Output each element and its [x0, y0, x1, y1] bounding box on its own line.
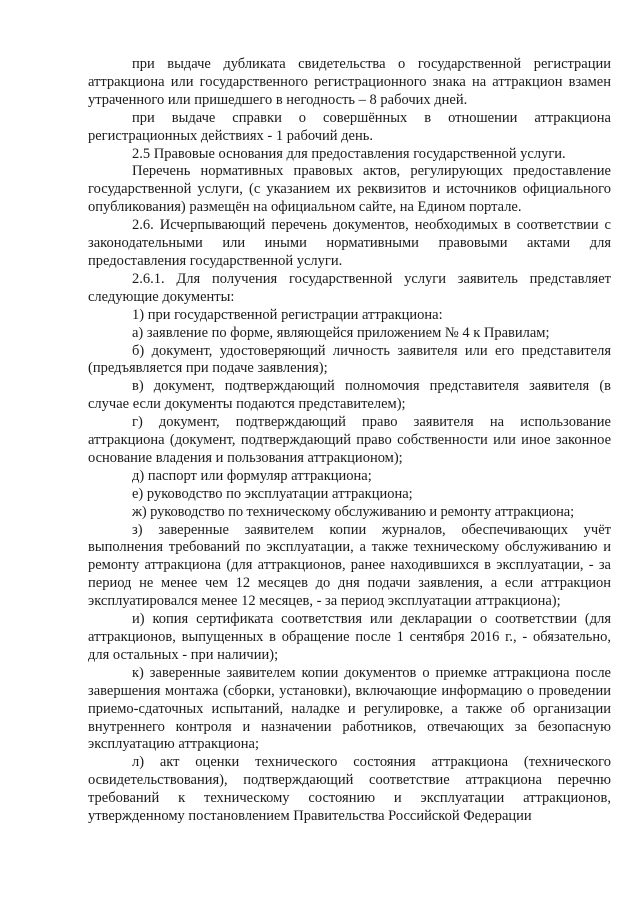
- list-item-v: в) документ, подтверждающий полномочия представителя заявителя (в случае если документы подаются представителем);: [88, 378, 611, 413]
- list-item-i: и) копия сертификата соответствия или декларации о соответствии (для аттракционов, выпущенных в обращение после 1 сентября 2016 г., - обязательно, для остальных - при наличии);: [88, 611, 611, 663]
- paragraph-duplicate-certificate: при выдаче дубликата свидетельства о государственной регистрации аттракциона или государственного регистрационного знака на аттракцион взамен утраченного или пришедшего в негодность – 8 рабочих дней.: [88, 56, 611, 108]
- paragraph-2-6-1: 2.6.1. Для получения государственной услуги заявитель представляет следующие документы:: [88, 270, 611, 305]
- list-item-1: 1) при государственной регистрации аттракциона:: [132, 306, 443, 323]
- list-item-d: д) паспорт или формуляр аттракциона;: [132, 467, 372, 484]
- paragraph-legal-acts: Перечень нормативных правовых актов, регулирующих предоставление государственной услуги, (с указанием их реквизитов и источников официального опубликования) размещён на официальном сайте, на Едином портале.: [88, 163, 611, 216]
- list-item-k: к) заверенные заявителем копии документов о приемке аттракциона после завершения монтажа (сборки, установки), включающие информацию о проведении приемо-сдаточных испытаний, наладке и регулировке, а также об организации внутреннего контроля и назначении работников, отвечающих за безопасную эксплуатацию аттракциона;: [88, 664, 611, 753]
- section-heading-2-6: 2.6. Исчерпывающий перечень документов, необходимых в соответствии с законодательными или иными нормативными правовыми актами для предоставления государственной услуги.: [88, 217, 611, 269]
- list-item-e: е) руководство по эксплуатации аттракциона;: [132, 485, 413, 502]
- document-page: [88, 56, 611, 826]
- list-item-b: б) документ, удостоверяющий личность заявителя или его представителя (предъявляется при подаче заявления);: [88, 342, 611, 377]
- list-item-z: з) заверенные заявителем копии журналов, обеспечивающих учёт выполнения требований по эксплуатации, а также техническому обслуживанию и ремонту аттракциона (для аттракционов, ранее находившихся в эксплуатации, - за период не менее чем 12 месяцев до дня подачи заявления, а если аттракцион эксплуатировался менее 12 месяцев, - за период эксплуатации аттракциона);: [88, 521, 611, 610]
- list-item-zh: ж) руководство по техническому обслуживанию и ремонту аттракциона;: [132, 503, 575, 520]
- section-heading-2-5: 2.5 Правовые основания для предоставления государственной услуги.: [132, 145, 566, 162]
- paragraph-registration-certificate: при выдаче справки о совершённых в отношении аттракциона регистрационных действиях - 1 рабочий день.: [88, 109, 611, 144]
- list-item-l: л) акт оценки технического состояния аттракциона (технического освидетельствования), подтверждающий соответствие аттракциона перечню требований к техническому состоянию и эксплуатации аттракционов, утвержденному постановлением Правительства Российской Федерации: [88, 754, 611, 825]
- list-item-a: а) заявление по форме, являющейся приложением № 4 к Правилам;: [132, 324, 550, 341]
- list-item-g: г) документ, подтверждающий право заявителя на использование аттракциона (документ, подтверждающий право собственности или иное законное основание владения и пользования аттракционом);: [88, 414, 611, 466]
